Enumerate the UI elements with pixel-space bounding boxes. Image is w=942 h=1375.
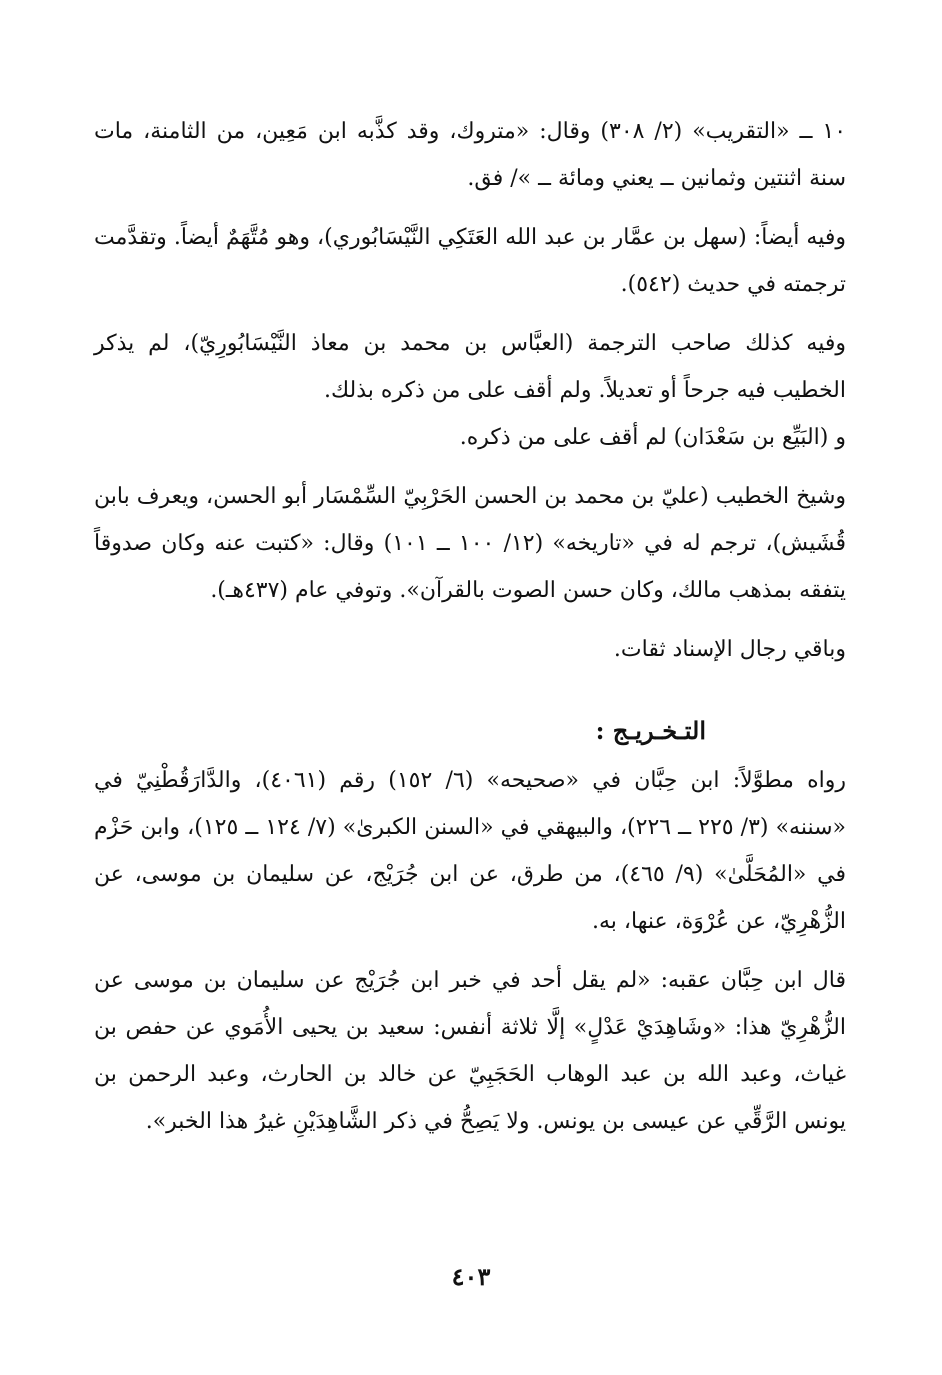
page-body [94, 108, 846, 1157]
takhrij-paragraph: رواه مطوَّلاً: ابن حِبَّان في «صحيحه» (٦/ ١٥٢) رقم (٤٠٦١)، والدَّارَقُطْنِيّ في «سننه» (٣/ ٢٢٥ ــ ٢٢٦)، والبيهقي في «السنن الكبرىٰ» (٧/ ١٢٤ ــ ١٢٥)، وابن حَزْم في «المُحَلَّىٰ» (٩/ ٤٦٥)، من طرق، عن ابن جُرَيْج، عن سليمان بن موسى، عن الزُّهْرِيّ، عن عُرْوَة، عنها، به. [94, 768, 847, 934]
narrator-note-paragraph: وفيه أيضاً: (سهل بن عمَّار بن عبد الله العَتَكِي النَّيْسَابُوري)، وهو مُتَّهَمٌ أيضاً. وتقدَّمت ترجمته في حديث (٥٤٢). [94, 225, 846, 297]
footnote-paragraph: ١٠ ــ «التقريب» (٢/ ٣٠٨) وقال: «متروك، وقد كذَّبه ابن مَعِين، من الثامنة، مات سنة اثنتين وثمانين ــ يعني ومائة ــ »/ فق. [94, 119, 847, 191]
page-number: ٤٠٣ [451, 1262, 491, 1291]
section-heading: التـخـريـج : [595, 716, 706, 745]
narrator-note-paragraph: و (البَيِّع بن سَعْدَان) لم أقف على من ذكره. [459, 425, 846, 450]
narrator-note-paragraph: وباقي رجال الإسناد ثقات. [613, 637, 846, 662]
takhrij-section [94, 709, 846, 753]
takhrij-paragraph: قال ابن حِبَّان عقبه: «لم يقل أحد في خبر ابن جُرَيْج عن سليمان بن موسى عن الزُّهْرِيّ هذا: «وشَاهِدَيْ عَدْلٍ» إلَّا ثلاثة أنفس: سعيد بن يحيى الأُمَوي عن حفص بن غياث، وعبد الله بن عبد الوهاب الحَجَبِيّ عن خالد بن الحارث، وعبد الرحمن بن يونس الرَّقِّي عن عيسى بن يونس. ولا يَصِحُّ في ذكر الشَّاهِدَيْنِ غيرُ هذا الخبر». [94, 968, 846, 1134]
narrator-note-paragraph: وفيه كذلك صاحب الترجمة (العبَّاس بن محمد بن معاذ النَّيْسَابُورِيّ)، لم يذكر الخطيب فيه جرحاً أو تعديلاً. ولم أقف على من ذكره بذلك. [94, 331, 846, 403]
narrator-note-paragraph: وشيخ الخطيب (عليّ بن محمد بن الحسن الحَرْبِيّ السِّمْسَار أبو الحسن، ويعرف بابن قُشَيش)، ترجم له في «تاريخه» (١٢/ ١٠٠ ــ ١٠١) وقال: «كتبت عنه وكان صدوقاً يتفقه بمذهب مالك، وكان حسن الصوت بالقرآن». وتوفي عام (٤٣٧هـ). [94, 484, 847, 603]
